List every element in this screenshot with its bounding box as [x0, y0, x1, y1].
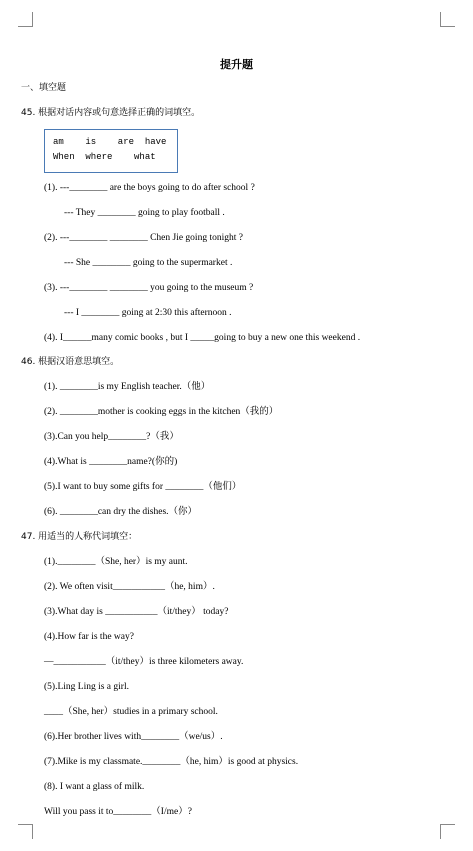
- q45-item-3: (3). ---________ ________ you going to the museum ?: [44, 283, 254, 293]
- page-title: 提升题: [220, 58, 253, 71]
- q45-item-1: (1). ---________ are the boys going to do after school ?: [44, 183, 255, 193]
- q47-item-2: (2). We often visit___________（he, him）.: [44, 582, 215, 592]
- q45-heading: 45. 根据对话内容或句意选择正确的词填空。: [21, 108, 201, 118]
- q47-item-8-answer: Will you pass it to________（I/me）?: [44, 807, 192, 817]
- crop-mark-top-left: [18, 12, 33, 27]
- q45-item-4: (4). I______many comic books , but I _____going to buy a new one this weekend .: [44, 333, 361, 343]
- section-heading: 一、填空题: [21, 83, 67, 93]
- word-bank-row-1: am is are have: [53, 137, 167, 147]
- q47-item-4: (4).How far is the way?: [44, 632, 134, 642]
- word-bank-box: [44, 129, 178, 173]
- q46-heading: 46. 根据汉语意思填空。: [21, 357, 120, 367]
- q46-item-4: (4).What is ________name?(你的): [44, 457, 178, 467]
- q46-item-3: (3).Can you help________?（我）: [44, 432, 179, 442]
- q45-item-2: (2). ---________ ________ Chen Jie going tonight ?: [44, 233, 243, 243]
- q46-item-2: (2). ________mother is cooking eggs in the kitchen（我的）: [44, 407, 279, 417]
- crop-mark-bottom-right: [440, 824, 455, 839]
- q46-item-1: (1). ________is my English teacher.（他）: [44, 382, 211, 392]
- q46-item-6: (6). ________can dry the dishes.（你）: [44, 507, 198, 517]
- q46-item-5: (5).I want to buy some gifts for ________（他们）: [44, 482, 242, 492]
- crop-mark-top-right: [440, 12, 455, 27]
- q47-item-5: (5).Ling Ling is a girl.: [44, 682, 129, 692]
- q45-item-1-answer: --- They ________ going to play football .: [64, 208, 225, 218]
- q47-item-6: (6).Her brother lives with________（we/us）.: [44, 732, 223, 742]
- crop-mark-bottom-left: [18, 824, 33, 839]
- q47-item-4-answer: —___________（it/they）is three kilometers away.: [44, 657, 244, 667]
- q47-item-5-answer: ____（She, her）studies in a primary school.: [44, 707, 218, 717]
- q47-item-7: (7).Mike is my classmate.________（he, him）is good at physics.: [44, 757, 299, 767]
- q47-item-1: (1).________（She, her）is my aunt.: [44, 557, 188, 567]
- q47-heading: 47. 用适当的人称代词填空：: [21, 532, 138, 542]
- q45-item-3-answer: --- I ________ going at 2:30 this afternoon .: [64, 308, 232, 318]
- q45-item-2-answer: --- She ________ going to the supermarket .: [64, 258, 233, 268]
- word-bank-row-2: When where what: [53, 152, 156, 162]
- q47-item-8: (8). I want a glass of milk.: [44, 782, 145, 792]
- q47-item-3: (3).What day is ___________（it/they） today?: [44, 607, 229, 617]
